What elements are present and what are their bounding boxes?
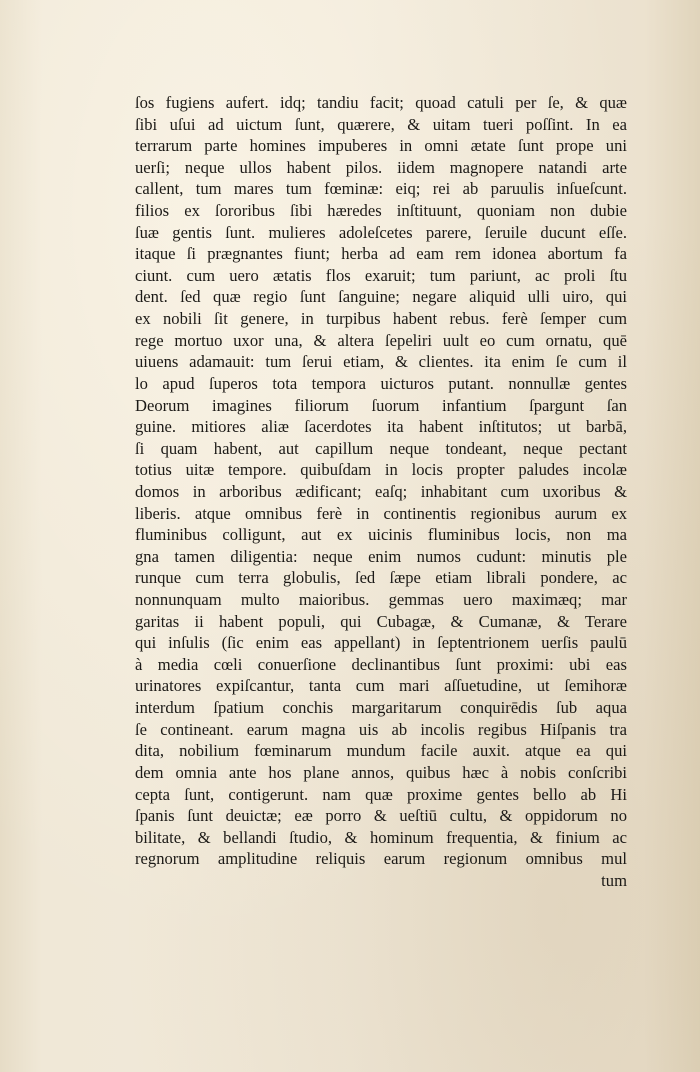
text-line: totius uitæ tempore. quibuſdam in locis propter paludes incolæ xyxy=(135,460,627,480)
text-line: rege mortuo uxor una, & altera ſepeliri uult eo cum ornatu, quē xyxy=(135,330,627,350)
text-line: ſos fugiens aufert. idq; tandiu facit; quoad catuli per ſe, & quæ xyxy=(135,93,627,112)
text-line: ſpanis ſunt deuictæ; eæ porro & ueſtiū cultu, & oppidorum no xyxy=(135,806,627,826)
page-text-block xyxy=(135,92,627,892)
text-line: dent. ſed quæ regio ſunt ſanguine; negare aliquid ulli uiro, qui xyxy=(135,287,627,307)
text-line: urinatores expiſcantur, tanta cum mari aſſuetudine, ut ſemihoræ xyxy=(135,676,627,696)
text-line: ciunt. cum uero ætatis flos exaruit; tum pariunt, ac proli ſtu xyxy=(135,265,627,285)
text-line: qui inſulis (ſic enim eas appellant) in ſeptentrionem uerſis paulū xyxy=(135,633,627,653)
text-line: dem omnia ante hos plane annos, quibus hæc à nobis conſcribi xyxy=(135,762,627,782)
text-line: Deorum imagines filiorum ſuorum infantium ſpargunt ſan xyxy=(135,395,627,415)
text-line: gna tamen diligentia: neque enim numos cudunt: minutis ple xyxy=(135,546,627,566)
text-line: ſe contineant. earum magna uis ab incolis regibus Hiſpanis tra xyxy=(135,719,627,739)
text-line: regnorum amplitudine reliquis earum regionum omnibus mul xyxy=(135,849,627,869)
text-line: bilitate, & bellandi ſtudio, & hominum frequentia, & finium ac xyxy=(135,827,627,847)
text-line: liberis. atque omnibus ferè in continentis regionibus aurum ex xyxy=(135,503,627,523)
text-line: lo apud ſuperos tota tempora uicturos putant. nonnullæ gentes xyxy=(135,373,627,393)
text-line: ex nobili ſit genere, in turpibus habent rebus. ferè ſemper cum xyxy=(135,309,627,329)
catchword: tum xyxy=(601,870,627,890)
text-line: à media cœli conuerſione declinantibus ſunt proximi: ubi eas xyxy=(135,654,627,674)
text-line: uiuens adamauit: tum ſerui etiam, & clientes. ita enim ſe cum il xyxy=(135,352,627,372)
text-line: itaque ſi prægnantes fiunt; herba ad eam rem idonea abortum fa xyxy=(135,244,627,264)
text-line: fluminibus colligunt, aut ex uicinis fluminibus locis, non ma xyxy=(135,525,627,545)
text-line: garitas ii habent populi, qui Cubagæ, & Cumanæ, & Terare xyxy=(135,611,627,631)
text-line: filios ex ſororibus ſibi hæredes inſtituunt, quoniam non dubie xyxy=(135,201,627,221)
text-line: nonnunquam multo maioribus. gemmas uero maximæq; mar xyxy=(135,590,627,610)
text-line: terrarum parte homines impuberes in omni ætate ſunt prope uni xyxy=(135,136,627,156)
text-line: callent, tum mares tum fœminæ: eiq; rei ab paruulis inſueſcunt. xyxy=(135,179,627,199)
text-line: runque cum terra globulis, ſed ſæpe etiam librali pondere, ac xyxy=(135,568,627,588)
text-line: interdum ſpatium conchis margaritarum conquirēdis ſub aqua xyxy=(135,698,627,718)
text-line: ſuæ gentis ſunt. mulieres adoleſcetes parere, ſeruile ducunt eſſe. xyxy=(135,222,627,242)
text-line: dita, nobilium fœminarum mundum facile auxit. atque ea qui xyxy=(135,741,627,761)
text-line: cepta ſunt, contigerunt. nam quæ proxime gentes bello ab Hi xyxy=(135,784,627,804)
text-line: ſibi uſui ad uictum ſunt, quærere, & uitam tueri poſſint. In ea xyxy=(135,114,627,134)
text-line: uerſi; neque ullos habent pilos. iidem magnopere natandi arte xyxy=(135,157,627,177)
text-line: ſi quam habent, aut capillum neque tondeant, neque pectant xyxy=(135,438,627,458)
text-line: guine. mitiores aliæ ſacerdotes ita habent inſtitutos; ut barbā, xyxy=(135,417,627,437)
text-line: domos in arboribus ædificant; eaſq; inhabitant cum uxoribus & xyxy=(135,481,627,501)
